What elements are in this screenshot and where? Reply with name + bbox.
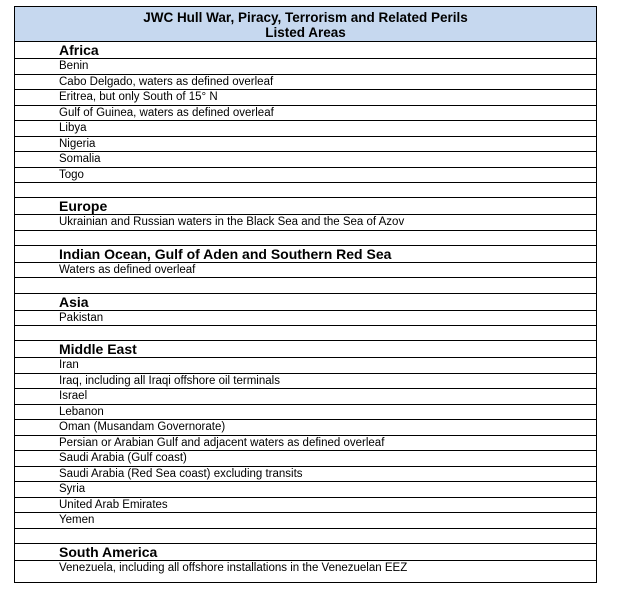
table-row: Yemen xyxy=(15,513,596,529)
spacer-row xyxy=(15,183,596,198)
listed-areas-table xyxy=(14,6,597,583)
table-row: Libya xyxy=(15,121,596,137)
table-row: Gulf of Guinea, waters as defined overleaf xyxy=(15,106,596,122)
section-heading: Africa xyxy=(15,42,596,59)
table-row: Eritrea, but only South of 15° N xyxy=(15,90,596,106)
table-row: United Arab Emirates xyxy=(15,498,596,514)
table-row: Cabo Delgado, waters as defined overleaf xyxy=(15,75,596,91)
table-row: Oman (Musandam Governorate) xyxy=(15,420,596,436)
section-heading: Asia xyxy=(15,294,596,311)
section-heading: Europe xyxy=(15,198,596,215)
table-row: Venezuela, including all offshore installations in the Venezuelan EEZ xyxy=(59,561,408,574)
table-subtitle: Listed Areas xyxy=(265,25,346,40)
table-row: Saudi Arabia (Gulf coast) xyxy=(15,451,596,467)
table-body xyxy=(15,42,596,576)
spacer-row xyxy=(15,529,596,544)
section-heading: South America xyxy=(15,544,596,561)
table-row: Togo xyxy=(15,168,596,184)
table-row: Syria xyxy=(15,482,596,498)
spacer-row xyxy=(15,231,596,246)
spacer-row xyxy=(15,326,596,341)
table-row: Saudi Arabia (Red Sea coast) excluding transits xyxy=(15,467,596,483)
table-row: Iran xyxy=(15,358,596,374)
table-row: Waters as defined overleaf xyxy=(15,263,596,279)
section-heading: Middle East xyxy=(15,341,596,358)
section-heading: Indian Ocean, Gulf of Aden and Southern Red Sea xyxy=(15,246,596,263)
table-row: Persian or Arabian Gulf and adjacent waters as defined overleaf xyxy=(15,436,596,452)
table-row: Ukrainian and Russian waters in the Black Sea and the Sea of Azov xyxy=(15,215,596,231)
table-header xyxy=(15,7,596,42)
table-row: Iraq, including all Iraqi offshore oil terminals xyxy=(15,374,596,390)
table-row: Pakistan xyxy=(15,311,596,327)
table-row: Benin xyxy=(15,59,596,75)
spacer-row xyxy=(15,278,596,293)
table-row: Somalia xyxy=(15,152,596,168)
table-title: JWC Hull War, Piracy, Terrorism and Related Perils xyxy=(143,10,468,25)
table-row: Lebanon xyxy=(15,405,596,421)
table-row: Israel xyxy=(15,389,596,405)
table-row: Nigeria xyxy=(15,137,596,153)
